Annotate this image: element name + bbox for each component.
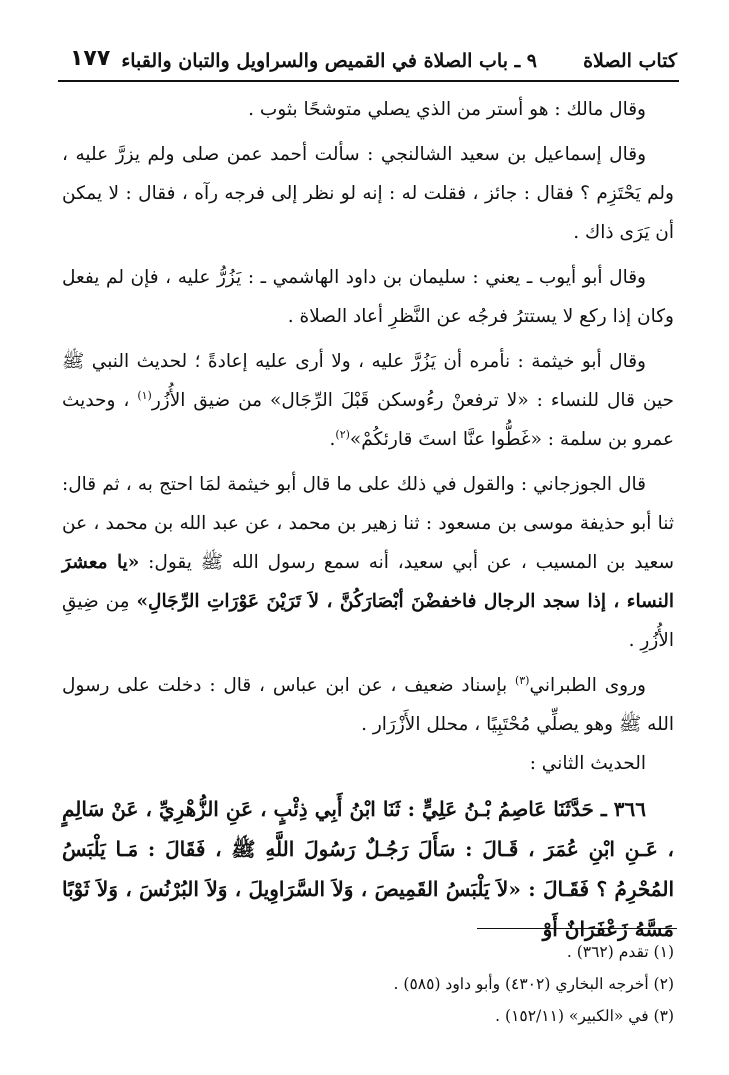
footnote-3: (٣) في «الكبير» (١٥٢/١١) . [495,1007,674,1025]
header-divider [58,80,679,82]
hadith-366: ٣٦٦ ـ حَدَّثَنَا عَاصِمُ بْـنُ عَلِيٍّ : ثَنَا ابْنُ أَبِي ذِئْبٍ ، عَنِ الزُّهْرِيِّ ، عَنْ سَالِمٍ ، عَـنِ ابْنِ عُمَرَ ، قَـالَ : سَأَلَ رَجُـلٌ رَسُولَ اللَّهِ ﷺ ، فَقَالَ : مَـا يَلْبَسُ المُحْرِمُ ؟ فَقَـالَ : «لاَ يَلْبَسُ القَمِيصَ ، وَلاَ السَّرَاوِيلَ ، وَلاَ البُرْنُسَ ، وَلاَ ثَوْبًا مَسَّهُ زَعْفَرَانٌ أَوْ [62,797,674,941]
page-number: ١٧٧ [70,46,111,71]
paragraph-text: وقال أبو خيثمة : نأمره أن يَزُرَّ عليه ، ولا أرى عليه إعادةً ؛ لحديث النبي ﷺ حين قال للنساء : «لا ترفعنْ رءُوسكن قَبْلَ الرِّجَال» من ضيق الأُزُر [62,351,674,411]
footnotes [62,936,674,1032]
paragraph-tabarani [62,666,674,744]
footnote-divider [477,928,677,929]
hadith-quote: «يا معشرَ النساء ، إذا سجد الرجال فاخفضْنَ أبْصَارَكُنَّ ، لاَ تَرَيْنَ عَوْرَاتِ الرِّجَالِ» [62,552,674,612]
paragraph-text: ، وحديث عمرو بن سلمة : «غَطُّوا عنَّا استَ قارئكُمْ» [62,390,674,450]
footnote-ref-1: (١) [137,388,152,402]
footnote-1: (١) تقدم (٣٦٢) . [566,943,674,961]
paragraph-text: مِن ضِيقِ الأُزُرِ . [62,591,674,651]
paragraph-jawzajani [62,465,674,660]
footnote-2: (٢) أخرجه البخاري (٤٣٠٢) وأبو داود (٥٨٥) . [393,975,674,993]
paragraph-abu-khaythama [62,342,674,459]
paragraph-text: بإسناد ضعيف ، عن ابن عباس ، قال : دخلت على رسول الله ﷺ وهو يصلِّي مُحْتَبِيًا ، محلل الأَزْرَار . [62,675,674,735]
footnote-ref-2: (٢) [335,427,350,441]
footnote-ref-3: (٣) [514,673,530,687]
chapter-title: ٩ ـ باب الصلاة في القميص والسراويل والتبان والقباء [121,50,537,72]
book-title: كتاب الصلاة [583,50,677,72]
paragraph-text: قال الجوزجاني : والقول في ذلك على ما قال أبو خيثمة لمَا احتج به ، ثم قال: ثنا أبو حذيفة موسى بن مسعود : ثنا زهير بن محمد ، عن عبد الله بن محمد ، عن سعيد بن المسيب ، عن أبي سعيد، أنه سمع رسول الله ﷺ يقول: [62,474,674,573]
running-header [62,44,677,80]
paragraph-malik: وقال مالك : هو أستر من الذي يصلي متوشحًا بثوب . [248,99,646,120]
paragraph-text: وروى الطبراني [529,675,646,696]
section-heading: الحديث الثاني : [529,753,646,774]
main-text [62,90,674,949]
paragraph-abu-ayyub: وقال أبو أيوب ـ يعني : سليمان بن داود الهاشمي ـ : يَزُرُّ عليه ، فإن لم يفعل وكان إذا ركع لا يستترُ فرجُه عن النَّظرِ أعاد الصلاة . [62,267,674,327]
paragraph-text: . [329,429,336,450]
paragraph-shalanji: وقال إسماعيل بن سعيد الشالنجي : سألت أحمد عمن صلى ولم يزرَّ عليه ، ولم يَحْتَزِم ؟ فقال : جائز ، فقلت له : إنه لو نظر إلى فرجه رآه ، فقال : لا يمكن أن يَرَى ذاك . [62,144,674,243]
